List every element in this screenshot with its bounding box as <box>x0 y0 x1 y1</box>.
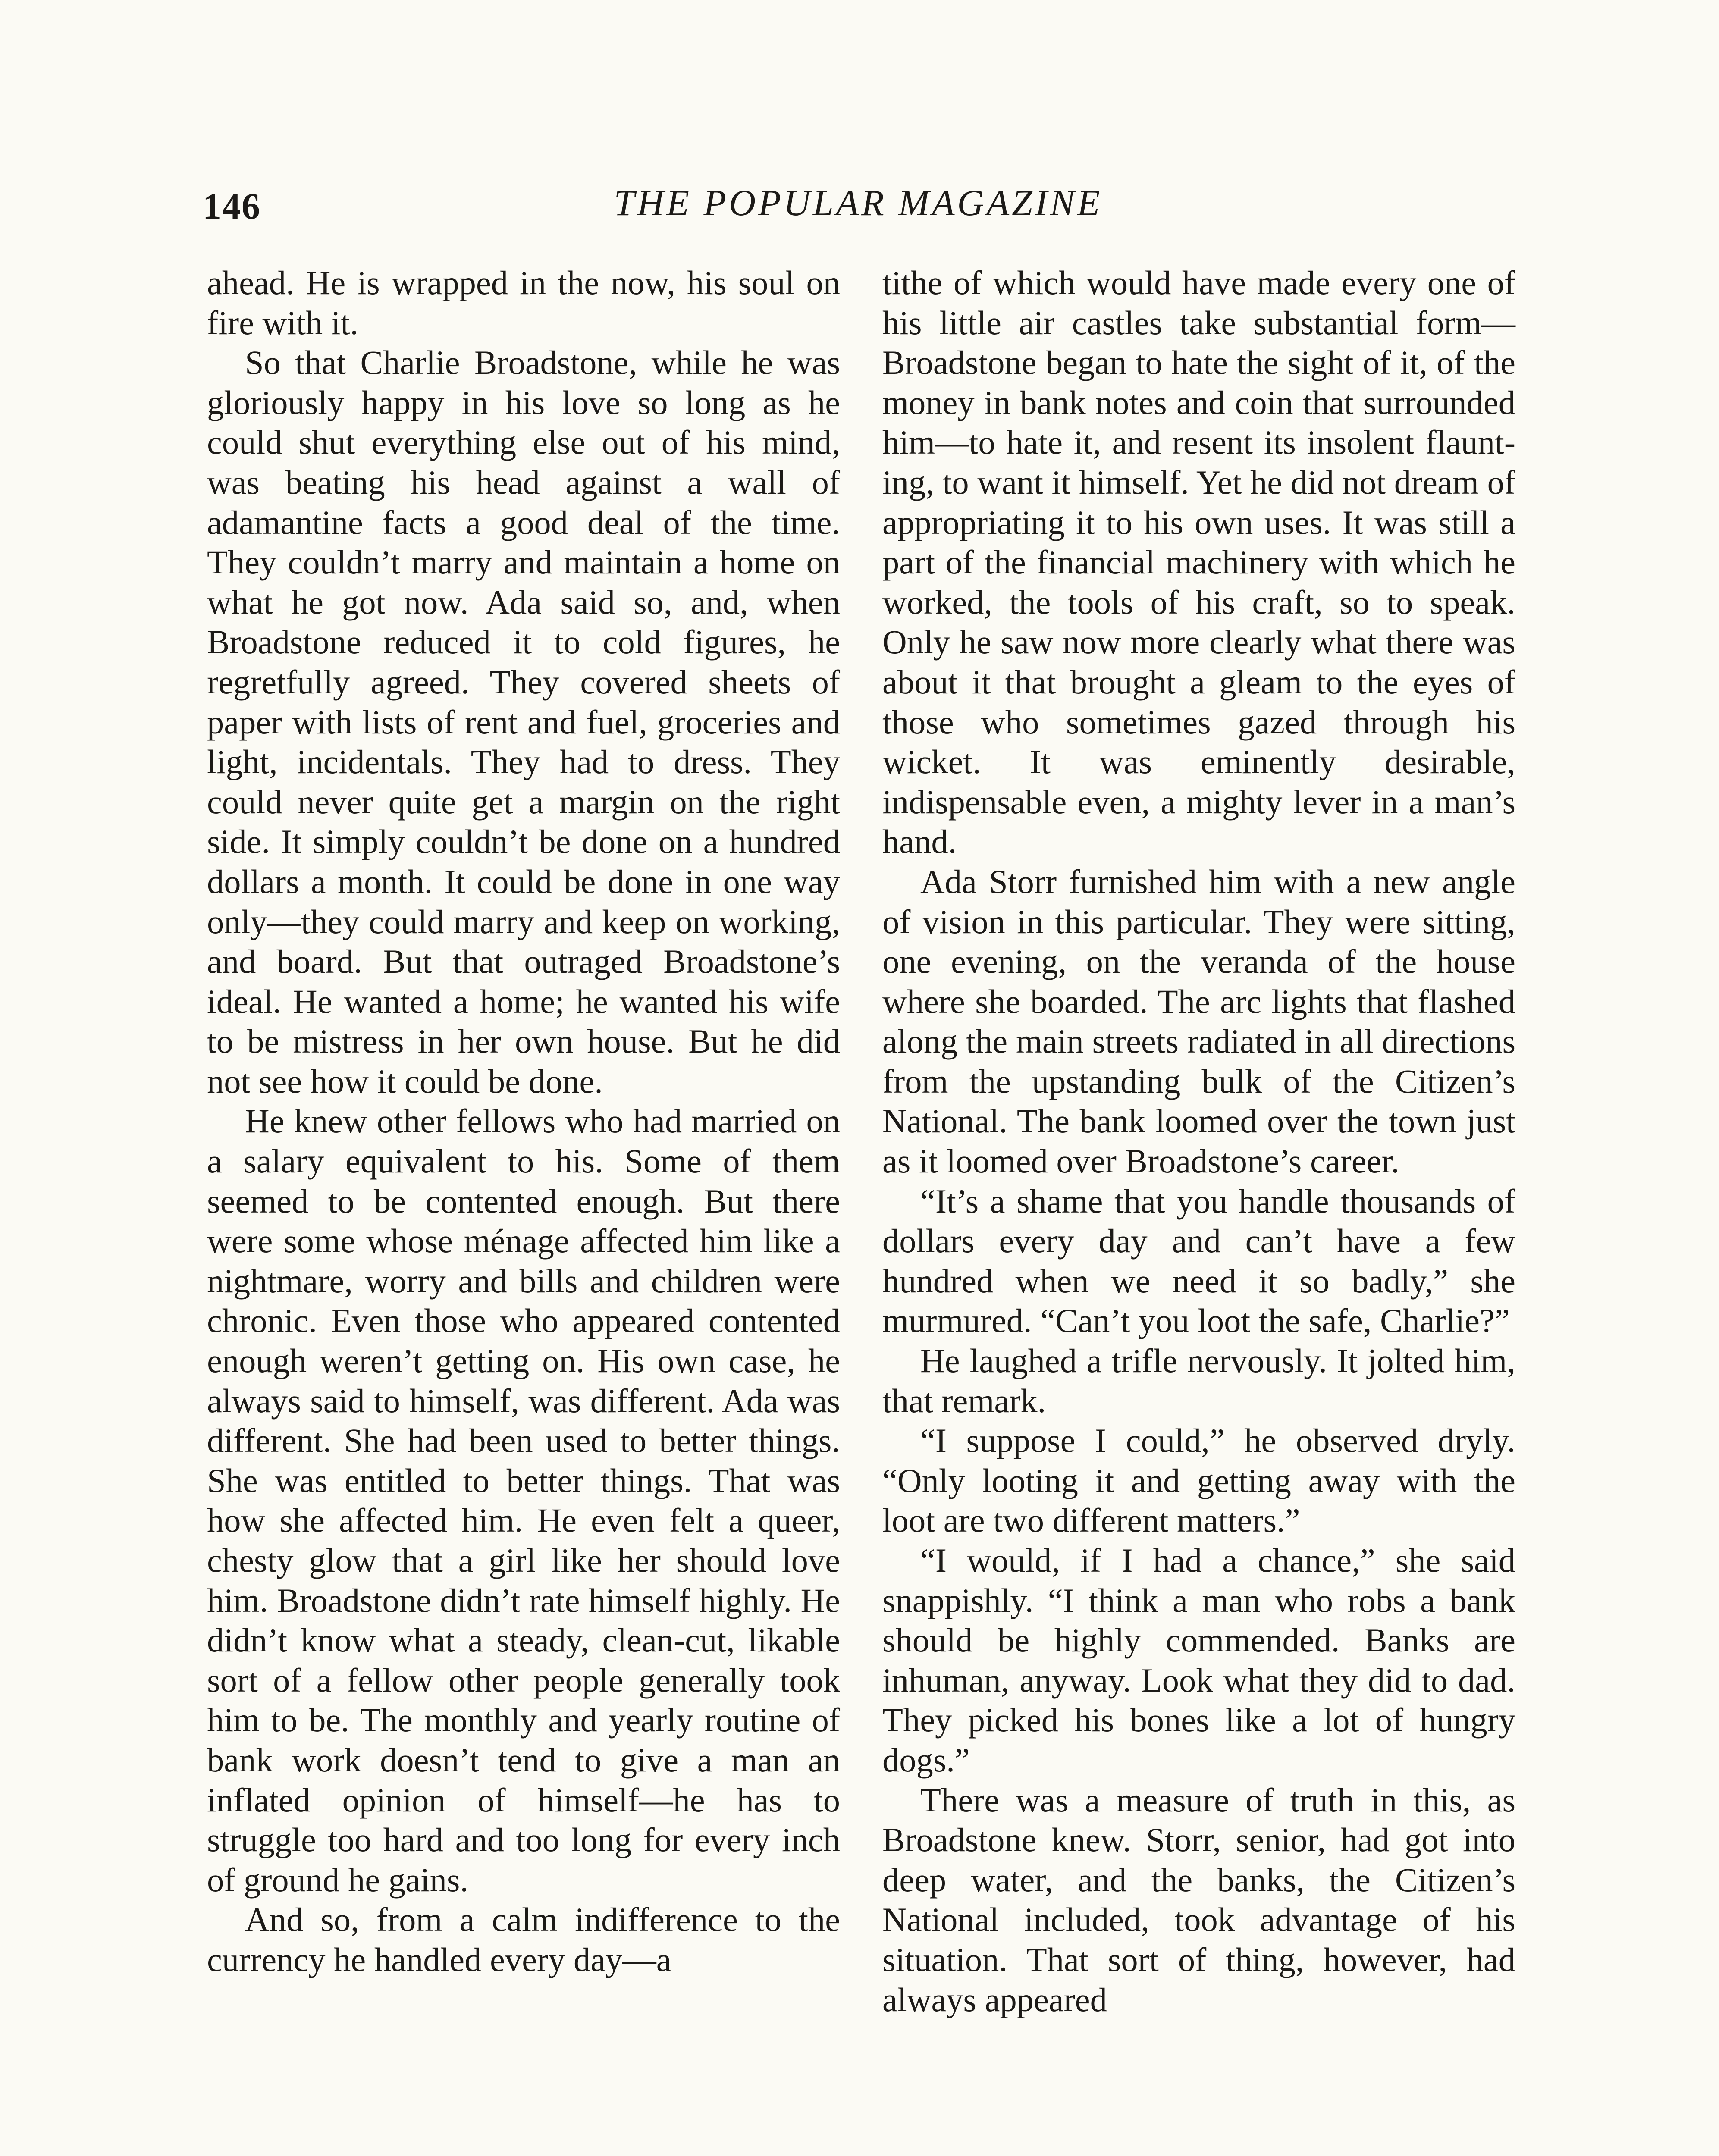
paragraph: tithe of which would have made every one of his little air castles take substantial form—Broadstone began to hate the sight of it, of the money in bank notes and coin that surrounded him—to hate it, and resent its insolent flaunting, to want it himself. Yet he did not dream of appropriating it to his own uses. It was still a part of the financial machinery with which he worked, the tools of his craft, so to speak. Only he saw now more clearly what there was about it that brought a gleam to the eyes of those who sometimes gazed through his wicket. It was eminently desirable, indispensable even, a mighty lever in a man’s hand. <box>882 264 1515 861</box>
paragraph: “It’s a shame that you handle thousands of dollars every day and can’t have a few hundred when we need it so badly,” she murmured. “Can’t you loot the safe, Charlie?” <box>882 1182 1515 1340</box>
right-column <box>882 263 1515 2020</box>
paragraph: ahead. He is wrapped in the now, his soul on fire with it. <box>207 264 840 342</box>
paragraph: And so, from a calm indifference to the currency he handled every day—a <box>207 1901 840 1978</box>
paragraph: He laughed a trifle nervously. It jolted him, that remark. <box>882 1342 1515 1420</box>
left-column <box>207 263 840 1980</box>
paragraph: “I suppose I could,” he observed dryly. “Only looting it and getting away with the loot are two different matters.” <box>882 1422 1515 1539</box>
paragraph: Ada Storr furnished him with a new angle of vision in this particular. They were sitting, one evening, on the veranda of the house where she boarded. The arc lights that flashed along the main streets radiated in all directions from the upstanding bulk of the Citizen’s National. The bank loomed over the town just as it loomed over Broadstone’s career. <box>882 862 1515 1180</box>
paragraph: There was a measure of truth in this, as Broadstone knew. Storr, senior, had got into deep water, and the banks, the Citizen’s National included, took advantage of his situation. That sort of thing, however, had always appeared <box>882 1781 1515 2018</box>
paragraph: “I would, if I had a chance,” she said snappishly. “I think a man who robs a bank should be highly commended. Banks are inhuman, anyway. Look what they did to dad. They picked his bones like a lot of hungry dogs.” <box>882 1542 1515 1779</box>
paragraph: So that Charlie Broadstone, while he was gloriously happy in his love so long as he could shut everything else out of his mind, was beating his head against a wall of adamantine facts a good deal of the time. They couldn’t marry and maintain a home on what he got now. Ada said so, and, when Broadstone reduced it to cold figures, he regretfully agreed. They covered sheets of paper with lists of rent and fuel, groceries and light, incidentals. They had to dress. They could never quite get a margin on the right side. It simply couldn’t be done on a hundred dollars a month. It could be done in one way only—they could marry and keep on working, and board. But that outraged Broadstone’s ideal. He wanted a home; he wanted his wife to be mistress in her own house. But he did not see how it could be done. <box>207 344 840 1100</box>
page-number: 146 <box>203 185 261 227</box>
running-title: THE POPULAR MAGAZINE <box>614 182 1103 223</box>
paragraph: He knew other fellows who had married on a salary equivalent to his. Some of them seemed to be contented enough. But there were some whose ménage affected him like a nightmare, worry and bills and children were chronic. Even those who appeared contented enough weren’t getting on. His own case, he always said to himself, was different. Ada was different. She had been used to better things. She was entitled to better things. That was how she affected him. He even felt a queer, chesty glow that a girl like her should love him. Broadstone didn’t rate himself highly. He didn’t know what a steady, clean-cut, likable sort of a fellow other people generally took him to be. The monthly and yearly routine of bank work doesn’t tend to give a man an inflated opinion of himself—he has to struggle too hard and too long for every inch of ground he gains. <box>207 1102 840 1899</box>
page-header <box>203 181 1514 241</box>
